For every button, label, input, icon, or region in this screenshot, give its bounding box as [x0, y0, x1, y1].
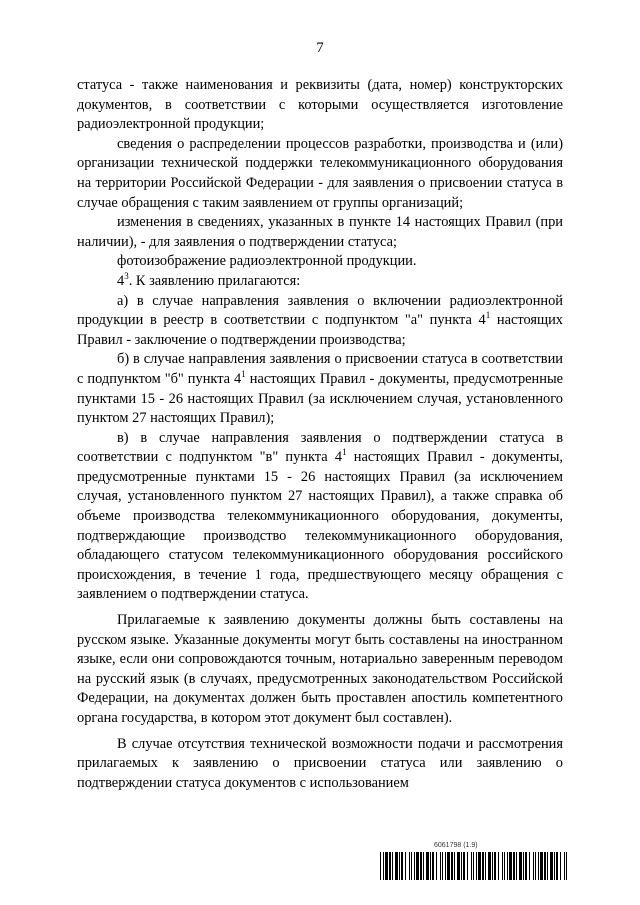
- paragraph-1: статуса - также наименования и реквизиты (дата, номер) конструкторских документов, в соответствии с которыми осуществляется изготовление радиоэлектронной продукции;: [77, 77, 563, 133]
- clause-a-superscript: 1: [485, 310, 491, 321]
- paragraph-technical-absence: В случае отсутствия технической возможности подачи и рассмотрения прилагаемых к заявлению о присвоении статуса или заявлению о подтверждении статуса документов с использованием: [77, 735, 563, 791]
- page-number: 7: [316, 40, 324, 56]
- clause-a-text-end: настоящих Правил - заключение о подтверждении производства;: [77, 312, 563, 348]
- clause-superscript: 3: [124, 270, 129, 281]
- clause-a: [77, 292, 563, 351]
- clause-b-text-start: б) в случае направления заявления о присвоении статуса в соответствии с подпунктом "б" пункта 4: [77, 351, 563, 387]
- clause-v-text-end: настоящих Правил - документы, предусмотренные пунктами 15 - 26 настоящих Правил (за исключением случая, установленного пунктом 27 настоящих Правил), а также справка об объеме производства телекоммуникационного оборудования, документы, подтверждающие производство телекоммуникационного оборудования, обладающего статусом телекоммуникационного оборудования российского происхождения, в течение 1 года, предшествующего месяцу обращения с заявлением о подтверждении статуса.: [77, 449, 563, 603]
- clause-v-text-start: в) в случае направления заявления о подтверждении статуса в соответствии с подпунктом "в" пункта 4: [77, 429, 563, 466]
- clause-v-superscript: 1: [342, 447, 347, 458]
- clause-b-superscript: 1: [241, 368, 246, 379]
- clause-text: . К заявлению прилагаются:: [128, 272, 301, 289]
- clause-number: 4: [117, 272, 125, 289]
- clause-4-3-heading: [77, 272, 563, 292]
- paragraph-4: фотоизображение радиоэлектронной продукции.: [117, 253, 417, 270]
- clause-v: [77, 429, 563, 605]
- clause-b: [77, 350, 563, 428]
- clause-a-text-start: а) в случае направления заявления о включении радиоэлектронной продукции в реестр в соответствии с подпунктом "а" пункта 4: [77, 292, 563, 329]
- clause-b-text-end: настоящих Правил - документы, предусмотренные пунктами 15 - 26 настоящих Правил (за исключением случая, установленного пунктом 27 настоящих Правил);: [77, 370, 564, 427]
- document-code: 6061798 (1.9): [434, 842, 478, 849]
- paragraph-2: сведения о распределении процессов разработки, производства и (или) организации технической поддержки телекоммуникационного оборудования на территории Российской Федерации - для заявления о присвоении статуса в случае обращения с таким заявлением от группы организаций;: [77, 135, 563, 211]
- document-body: [77, 76, 563, 793]
- barcode-icon: [380, 852, 568, 880]
- paragraph-3: изменения в сведениях, указанных в пункте 14 настоящих Правил (при наличии), - для заявления о подтверждении статуса;: [77, 214, 563, 250]
- paragraph-documents-language: Прилагаемые к заявлению документы должны быть составлены на русском языке. Указанные документы могут быть составлены на иностранном языке, если они сопровождаются точным, нотариально заверенным переводом на русский язык (в случаях, предусмотренных законодательством Российской Федерации, на документах должен быть проставлен апостиль компетентного органа государства, в котором этот документ был составлен).: [77, 612, 563, 726]
